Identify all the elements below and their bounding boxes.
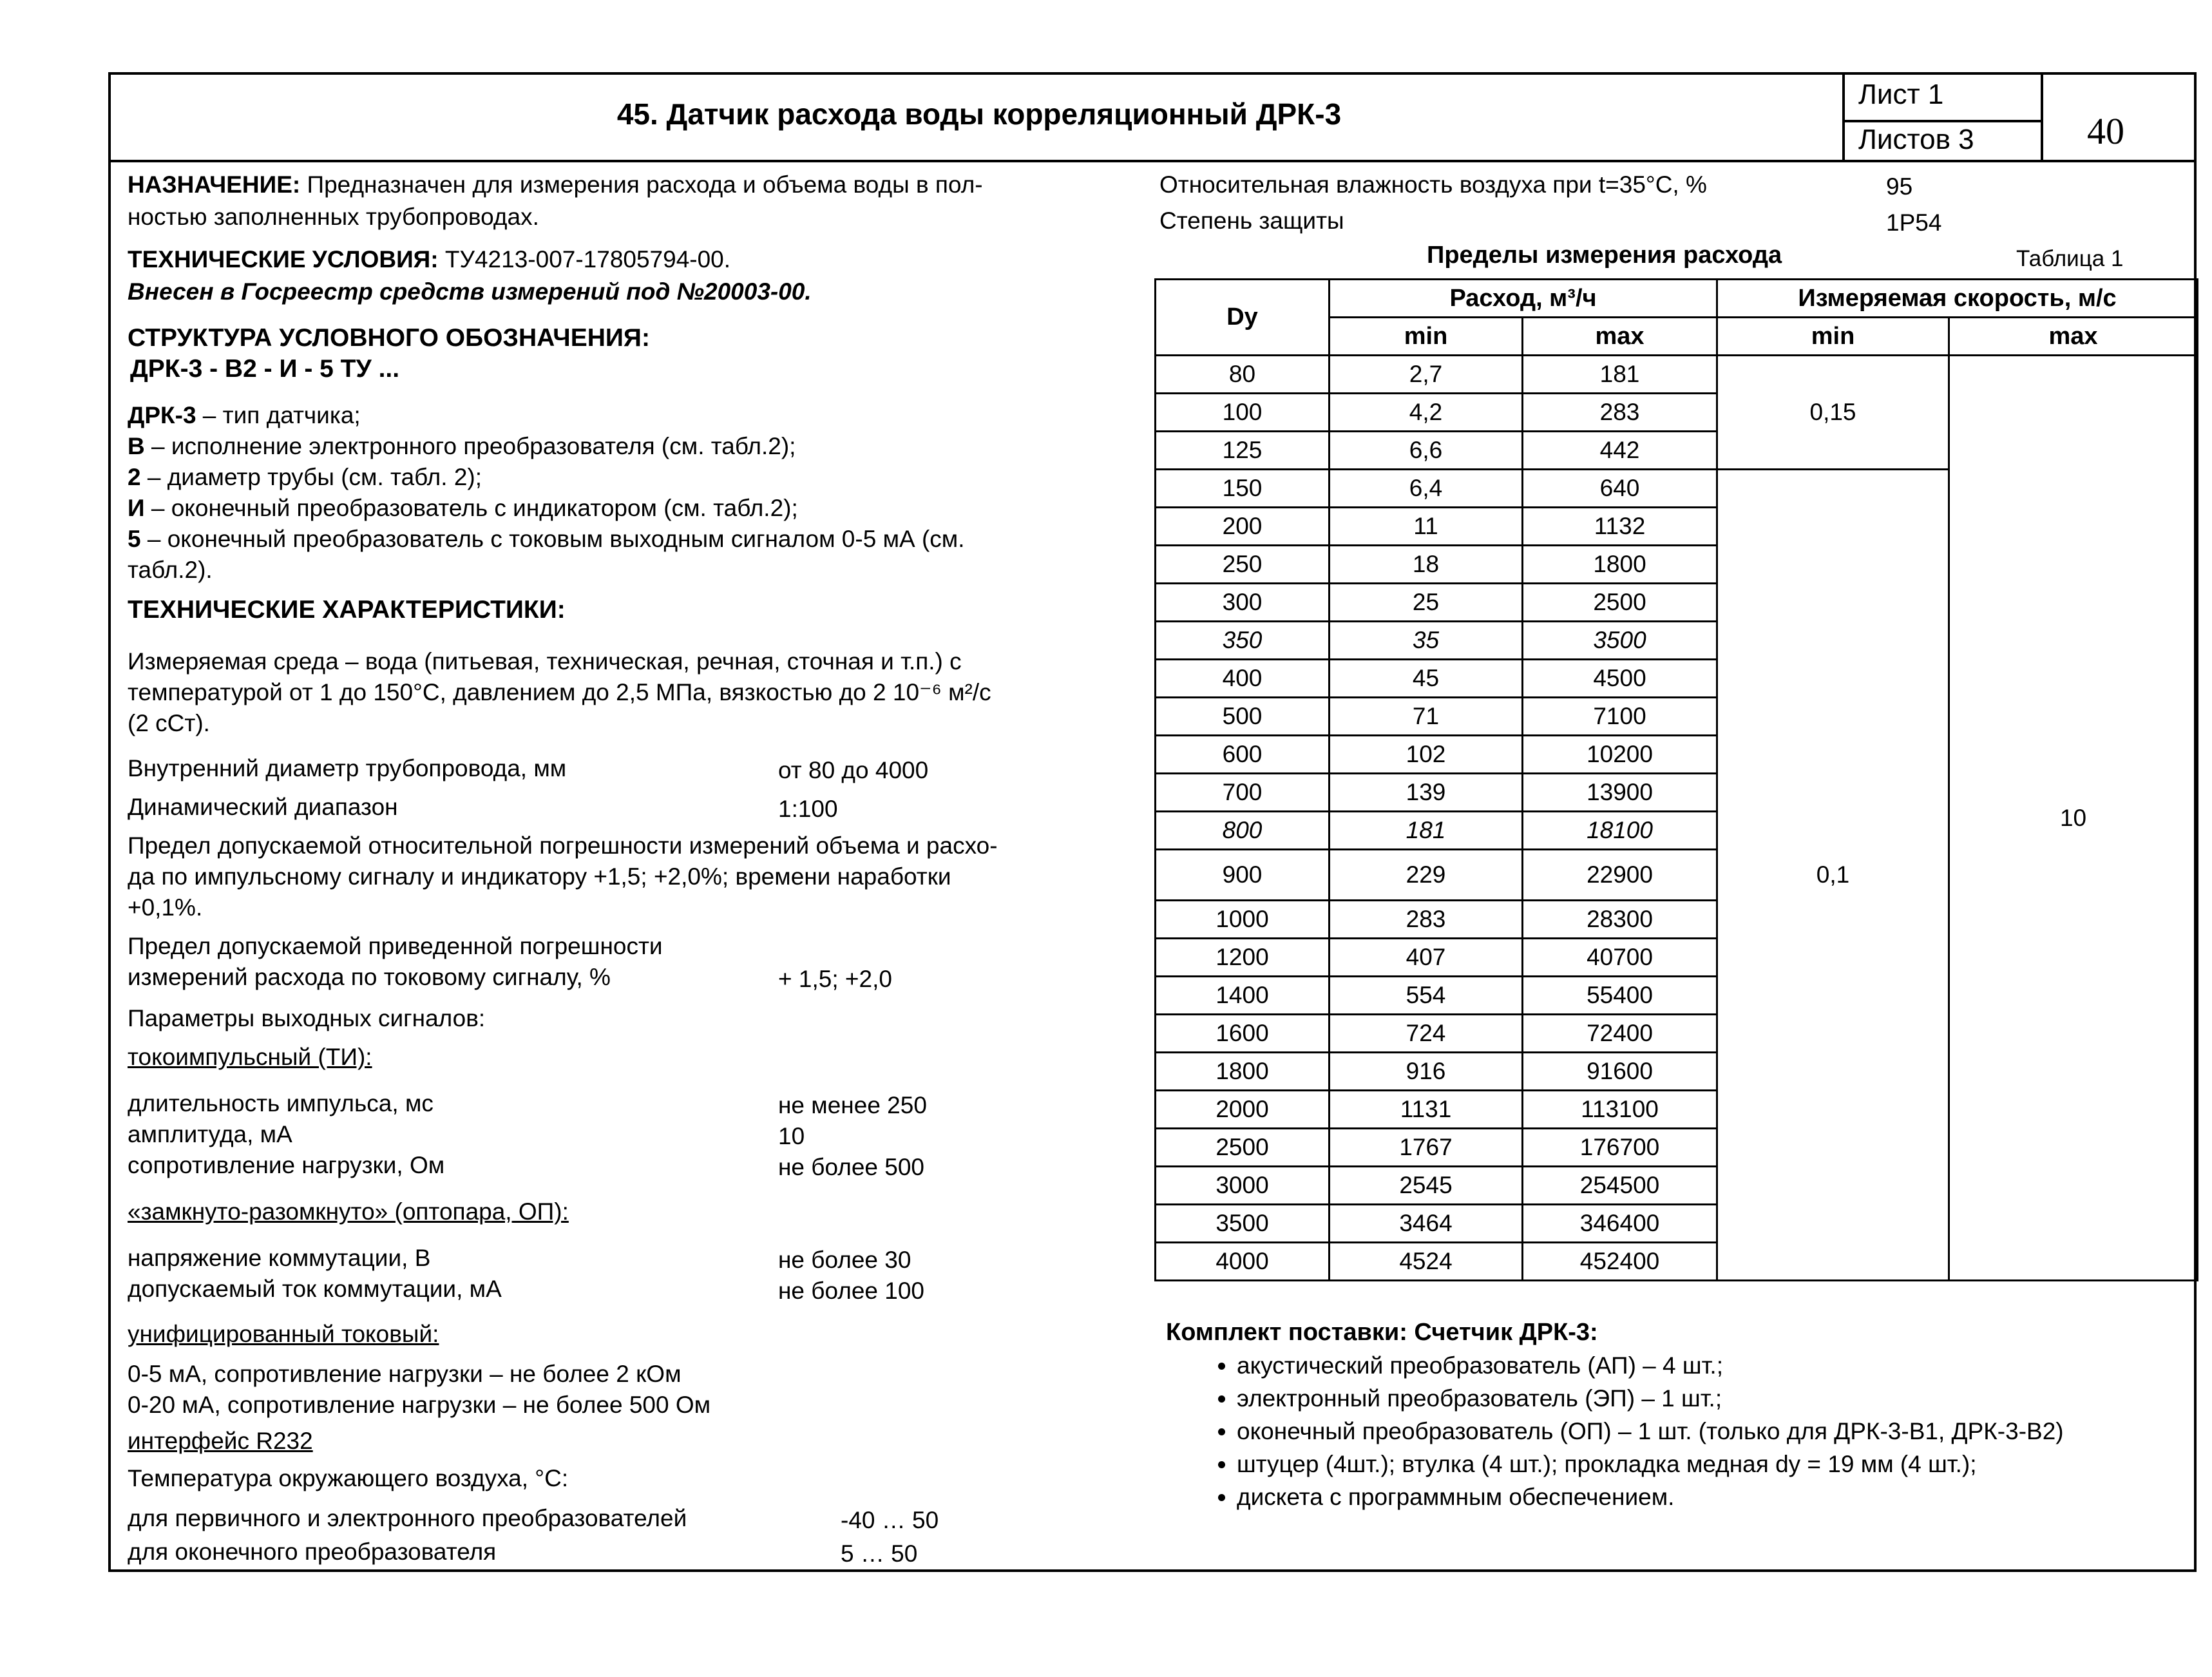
characteristics-heading: ТЕХНИЧЕСКИЕ ХАРАКТЕРИСТИКИ: [128, 596, 566, 624]
cell-dy: 1200 [1156, 939, 1330, 977]
legend-key: 2 [128, 464, 141, 490]
medium-line-1: Измеряемая среда – вода (питьевая, техническая, речная, сточная и т.п.) с [128, 648, 962, 675]
cell-dy: 600 [1156, 736, 1330, 774]
ti-param-label: сопротивление нагрузки, Ом [128, 1152, 445, 1178]
header-dy: Dу [1156, 280, 1330, 356]
cell-flow-min: 6,4 [1330, 470, 1523, 508]
table-caption: Таблица 1 [2016, 246, 2124, 271]
kit-item: • акустический преобразователь (АП) – 4 шт.; [1237, 1350, 2190, 1381]
purpose-text: Предназначен для измерения расхода и объема воды в пол- [307, 171, 983, 198]
ti-param-value: не более 500 [778, 1154, 925, 1180]
tech-conditions-label: ТЕХНИЧЕСКИЕ УСЛОВИЯ: [128, 246, 439, 273]
cell-flow-max: 72400 [1523, 1015, 1717, 1053]
cell-flow-max: 640 [1523, 470, 1717, 508]
cell-flow-min: 18 [1330, 546, 1523, 584]
temperature-heading: Температура окружающего воздуха, °С: [128, 1465, 569, 1491]
kit-item: • электронный преобразователь (ЭП) – 1 шт.; [1237, 1383, 2190, 1414]
cell-flow-max: 1800 [1523, 546, 1717, 584]
cell-flow-max: 55400 [1523, 977, 1717, 1015]
cell-flow-max: 176700 [1523, 1129, 1717, 1167]
legend-tail: табл.2). [128, 557, 213, 583]
legend-key: ДРК-3 [128, 402, 196, 428]
document-title: 45. Датчик расхода воды корреляционный ДРК-3 [616, 97, 1342, 131]
header-flow-max: max [1523, 318, 1717, 356]
cell-flow-min: 25 [1330, 584, 1523, 622]
cell-flow-max: 40700 [1523, 939, 1717, 977]
cell-flow-min: 71 [1330, 698, 1523, 736]
temperature-label: для оконечного преобразователя [128, 1538, 497, 1565]
legend-text: – оконечный преобразователь с токовым выходным сигналом 0-5 мА (см. [140, 526, 965, 552]
cell-flow-min: 4,2 [1330, 394, 1523, 432]
cell-dy: 3000 [1156, 1167, 1330, 1205]
page-number: 40 [2087, 110, 2124, 152]
cell-dy: 125 [1156, 432, 1330, 470]
temperature-value: 5 … 50 [841, 1540, 918, 1567]
error-1-line-3: +0,1%. [128, 894, 203, 921]
cell-flow-max: 91600 [1523, 1053, 1717, 1091]
purpose-label: НАЗНАЧЕНИЕ: [128, 171, 301, 198]
cell-dy: 100 [1156, 394, 1330, 432]
legend-key: 5 [128, 526, 141, 552]
cell-dy: 1000 [1156, 901, 1330, 939]
cell-dy: 800 [1156, 812, 1330, 850]
cell-flow-min: 4524 [1330, 1243, 1523, 1281]
sheet-cell-divider [1842, 120, 2042, 122]
legend-item [128, 399, 361, 431]
outputs-heading: Параметры выходных сигналов: [128, 1005, 486, 1031]
cell-flow-max: 254500 [1523, 1167, 1717, 1205]
medium-line-2: температурой от 1 до 150°С, давлением до 2,5 МПа, вязкостью до 2 10⁻⁶ м²/с [128, 679, 991, 705]
cell-flow-max: 1132 [1523, 508, 1717, 546]
cell-dy: 2500 [1156, 1129, 1330, 1167]
ti-param-value: не менее 250 [778, 1092, 927, 1118]
cell-flow-min: 35 [1330, 622, 1523, 660]
ti-param-value: 10 [778, 1123, 805, 1149]
cell-flow-min: 724 [1330, 1015, 1523, 1053]
header-speed-max: max [1949, 318, 2198, 356]
cell-flow-min: 181 [1330, 812, 1523, 850]
cell-flow-min: 554 [1330, 977, 1523, 1015]
cell-flow-min: 1767 [1330, 1129, 1523, 1167]
legend-key: В [128, 433, 145, 459]
error-1-line-2: да по импульсному сигналу и индикатору +1,5; +2,0%; времени наработки [128, 863, 951, 890]
structure-heading: СТРУКТУРА УСЛОВНОГО ОБОЗНАЧЕНИЯ: [128, 324, 650, 352]
humidity-label: Относительная влажность воздуха при t=35°С, % [1159, 171, 1707, 198]
cell-flow-max: 2500 [1523, 584, 1717, 622]
header-speed-min: min [1717, 318, 1949, 356]
cell-dy: 80 [1156, 356, 1330, 394]
cell-dy: 250 [1156, 546, 1330, 584]
cell-flow-min: 102 [1330, 736, 1523, 774]
diameter-label: Внутренний диаметр трубопровода, мм [128, 755, 567, 781]
header-speed: Измеряемая скорость, м/с [1717, 280, 2198, 318]
header-flow: Расход, м³/ч [1330, 280, 1717, 318]
cell-dy: 1400 [1156, 977, 1330, 1015]
diameter-value: от 80 до 4000 [778, 757, 929, 783]
cell-flow-min: 2545 [1330, 1167, 1523, 1205]
purpose-line-1 [128, 169, 983, 200]
range-value: 1:100 [778, 796, 838, 822]
cell-dy: 1800 [1156, 1053, 1330, 1091]
unified-line-1: 0-5 мА, сопротивление нагрузки – не более 2 кОм [128, 1361, 682, 1387]
kit-item: • штуцер (4шт.); втулка (4 шт.); прокладка медная dу = 19 мм (4 шт.); [1237, 1448, 2190, 1480]
cell-dy: 900 [1156, 850, 1330, 901]
error-2-line-1: Предел допускаемой приведенной погрешности [128, 933, 663, 959]
legend-text: – оконечный преобразователь с индикатором (см. табл.2); [144, 495, 798, 521]
unified-line-2: 0-20 мА, сопротивление нагрузки – не более 500 Ом [128, 1392, 711, 1418]
cell-dy: 400 [1156, 660, 1330, 698]
cell-flow-max: 113100 [1523, 1091, 1717, 1129]
kit-item: • дискета с программным обеспечением. [1237, 1481, 2190, 1513]
cell-flow-max: 7100 [1523, 698, 1717, 736]
kit-heading: Комплект поставки: Счетчик ДРК-3: [1166, 1319, 1598, 1346]
cell-flow-max: 283 [1523, 394, 1717, 432]
error-2-line-2: измерений расхода по токовому сигналу, % [128, 964, 611, 990]
cell-flow-max: 13900 [1523, 774, 1717, 812]
header-divider [108, 160, 2197, 162]
error-2-value: + 1,5; +2,0 [778, 966, 892, 992]
cell-flow-max: 28300 [1523, 901, 1717, 939]
unified-heading: унифицированный токовый: [128, 1321, 439, 1347]
range-label: Динамический диапазон [128, 794, 398, 820]
cell-flow-max: 18100 [1523, 812, 1717, 850]
op-param-value: не более 30 [778, 1247, 911, 1273]
cell-dy: 150 [1156, 470, 1330, 508]
structure-code: ДРК-3 - В2 - И - 5 ТУ ... [130, 355, 400, 383]
header-cell-divider [1842, 72, 1845, 161]
table-title: Пределы измерения расхода [1427, 242, 1782, 269]
table-row [1156, 356, 2198, 394]
tech-conditions-value: ТУ4213-007-17805794-00. [444, 246, 731, 273]
cell-flow-max: 4500 [1523, 660, 1717, 698]
registry-note: Внесен в Госреестр средств измерений под №20003-00. [128, 278, 812, 305]
cell-flow-max: 452400 [1523, 1243, 1717, 1281]
cell-flow-max: 3500 [1523, 622, 1717, 660]
ti-param-label: амплитуда, мА [128, 1121, 292, 1147]
cell-flow-min: 2,7 [1330, 356, 1523, 394]
op-param-value: не более 100 [778, 1278, 925, 1304]
cell-dy: 200 [1156, 508, 1330, 546]
cell-flow-min: 45 [1330, 660, 1523, 698]
purpose-line-2: ностью заполненных трубопроводах. [128, 204, 539, 230]
cell-flow-min: 139 [1330, 774, 1523, 812]
cell-flow-min: 1131 [1330, 1091, 1523, 1129]
cell-dy: 500 [1156, 698, 1330, 736]
legend-item [128, 523, 965, 555]
op-param-label: допускаемый ток коммутации, мА [128, 1276, 502, 1302]
cell-dy: 700 [1156, 774, 1330, 812]
cell-dy: 350 [1156, 622, 1330, 660]
ti-param-label: длительность импульса, мс [128, 1090, 434, 1116]
cell-dy: 300 [1156, 584, 1330, 622]
legend-text: – тип датчика; [196, 402, 361, 428]
interface-heading: интерфейс R232 [128, 1428, 313, 1454]
cell-flow-min: 407 [1330, 939, 1523, 977]
cell-flow-max: 346400 [1523, 1205, 1717, 1243]
humidity-value: 95 [1886, 173, 1913, 200]
cell-flow-min: 6,6 [1330, 432, 1523, 470]
cell-dy: 2000 [1156, 1091, 1330, 1129]
cell-dy: 4000 [1156, 1243, 1330, 1281]
cell-flow-max: 442 [1523, 432, 1717, 470]
cell-flow-max: 10200 [1523, 736, 1717, 774]
legend-text: – исполнение электронного преобразователя (см. табл.2); [144, 433, 796, 459]
op-param-label: напряжение коммутации, В [128, 1245, 431, 1271]
protection-label: Степень защиты [1159, 207, 1344, 234]
legend-text: – диаметр трубы (см. табл. 2); [140, 464, 482, 490]
kit-list [1211, 1350, 2190, 1514]
legend-item [128, 461, 482, 493]
medium-line-3: (2 сСт). [128, 710, 210, 736]
header-flow-min: min [1330, 318, 1523, 356]
cell-speed-max: 10 [1949, 356, 2198, 1281]
op-heading: «замкнуто-разомкнуто» (оптопара, ОП): [128, 1198, 569, 1225]
temperature-value: -40 … 50 [841, 1507, 939, 1533]
sheets-total-label: Листов 3 [1858, 124, 1974, 155]
cell-flow-max: 181 [1523, 356, 1717, 394]
legend-key: И [128, 495, 145, 521]
header-cell-divider-2 [2041, 72, 2043, 161]
cell-flow-min: 283 [1330, 901, 1523, 939]
ti-heading: токоимпульсный (ТИ): [128, 1044, 372, 1070]
sheet-label: Лист 1 [1858, 79, 1944, 110]
protection-value: 1Р54 [1886, 209, 1942, 236]
error-1-line-1: Предел допускаемой относительной погрешности измерений объема и расхо- [128, 832, 998, 859]
temperature-label: для первичного и электронного преобразователей [128, 1505, 687, 1531]
cell-flow-max: 22900 [1523, 850, 1717, 901]
legend-item [128, 430, 796, 462]
cell-dy: 3500 [1156, 1205, 1330, 1243]
cell-speed-min-large: 0,1 [1717, 470, 1949, 1281]
cell-flow-min: 3464 [1330, 1205, 1523, 1243]
cell-speed-min-small: 0,15 [1717, 356, 1949, 470]
cell-dy: 1600 [1156, 1015, 1330, 1053]
tech-conditions [128, 244, 730, 275]
flow-limits-table [1154, 278, 2198, 1281]
cell-flow-min: 11 [1330, 508, 1523, 546]
cell-flow-min: 229 [1330, 850, 1523, 901]
legend-item [128, 492, 798, 524]
kit-item: • оконечный преобразователь (ОП) – 1 шт. (только для ДРК-3-В1, ДРК-3-В2) [1237, 1415, 2190, 1447]
cell-flow-min: 916 [1330, 1053, 1523, 1091]
